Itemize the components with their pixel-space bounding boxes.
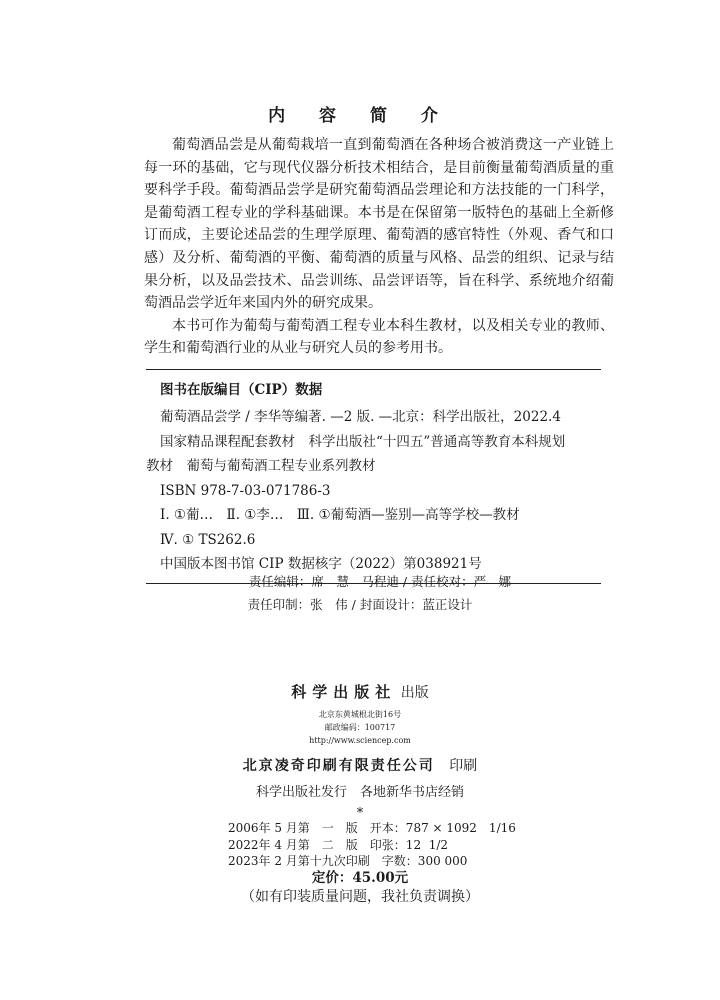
edition-row-1: 2006年 5 月第 一 版 开本：787 × 1092 1/16 <box>228 821 516 835</box>
publisher-postcode: 邮政编码：100717 <box>324 723 396 732</box>
imprint-block <box>0 675 720 821</box>
publisher-line <box>0 681 720 702</box>
summary-paragraph-1: 葡萄酒品尝是从葡萄栽培一直到葡萄酒在各种场合被消费这一产业链上每一环的基础，它与现代仪器分析技术相结合，是目前衡量葡萄酒质量的重要科学手段。葡萄酒品尝学是研究葡萄酒品尝理论和方法技能的一门科学，是葡萄酒工程专业的学科基础课。本书是在保留第一版特色的基础上全新修订而成，主要论述品尝的生理学原理、葡萄酒的感官特性（外观、香气和口感）及分析、葡萄酒的平衡、葡萄酒的质量与风格、品尝的组织、记录与结果分析，以及品尝技术、品尝训练、品尝评语等，旨在科学、系统地介绍葡萄酒品尝学近年来国内外的研究成果。 <box>144 137 614 312</box>
publisher-name: 科学出版社 <box>291 683 397 701</box>
cip-bibliographic-line: 葡萄酒品尝学 / 李华等编著. —2 版. —北京：科学出版社，2022.4 <box>160 409 561 425</box>
publisher-suffix: 出版 <box>400 685 429 701</box>
printer-name: 北京凌奇印刷有限责任公司 <box>242 758 435 774</box>
publisher-address: 北京东黄城根北街16号 <box>318 710 402 719</box>
cip-classification-2: Ⅳ. ① TS262.6 <box>160 531 256 548</box>
printer-line <box>0 755 720 775</box>
editorial-credits <box>0 570 720 616</box>
page-title: 内 容 简 介 <box>268 106 452 126</box>
printer-suffix: 印刷 <box>449 758 478 774</box>
summary-paragraph-2: 本书可作为葡萄与葡萄酒工程专业本科生教材，以及相关专业的教师、学生和葡萄酒行业的从业与研究人员的参考用书。 <box>144 317 614 357</box>
content-summary <box>144 134 614 360</box>
cip-series-line: 国家精品课程配套教材 科学出版社“十四五”普通高等教育本科规划 <box>160 433 566 450</box>
price: 定价：45.00元 <box>311 870 409 886</box>
quality-note: （如有印装质量问题，我社负责调换） <box>241 889 479 905</box>
credits-line-1: 责任编辑：席 慧 马程迪 / 责任校对：严 娜 <box>248 574 512 589</box>
cip-series-line-cont: 教材 葡萄与葡萄酒工程专业系列教材 <box>146 458 376 474</box>
publisher-website: http://www.sciencep.com <box>309 736 411 745</box>
edition-row-2: 2022年 4 月第 二 版 印张：12 1/2 <box>228 837 449 852</box>
separator-star: * <box>356 806 364 821</box>
cip-data-block <box>146 369 601 584</box>
credits-line-2: 责任印制：张 伟 / 封面设计：蓝正设计 <box>247 597 473 612</box>
edition-row-3: 2023年 2 月第十九次印刷 字数：300 000 <box>228 854 468 868</box>
distribution-line: 科学出版社发行 各地新华书店经销 <box>255 785 464 800</box>
edition-info <box>228 820 516 870</box>
cip-classification: Ⅰ. ①葡… Ⅱ. ①李… Ⅲ. ①葡萄酒—鉴别—高等学校—教材 <box>160 507 520 523</box>
cip-record-number: 中国版本图书馆 CIP 数据核字（2022）第038921号 <box>160 556 482 572</box>
cip-isbn: ISBN 978-7-03-071786-3 <box>160 482 331 499</box>
cip-heading: 图书在版编目（CIP）数据 <box>160 382 323 398</box>
